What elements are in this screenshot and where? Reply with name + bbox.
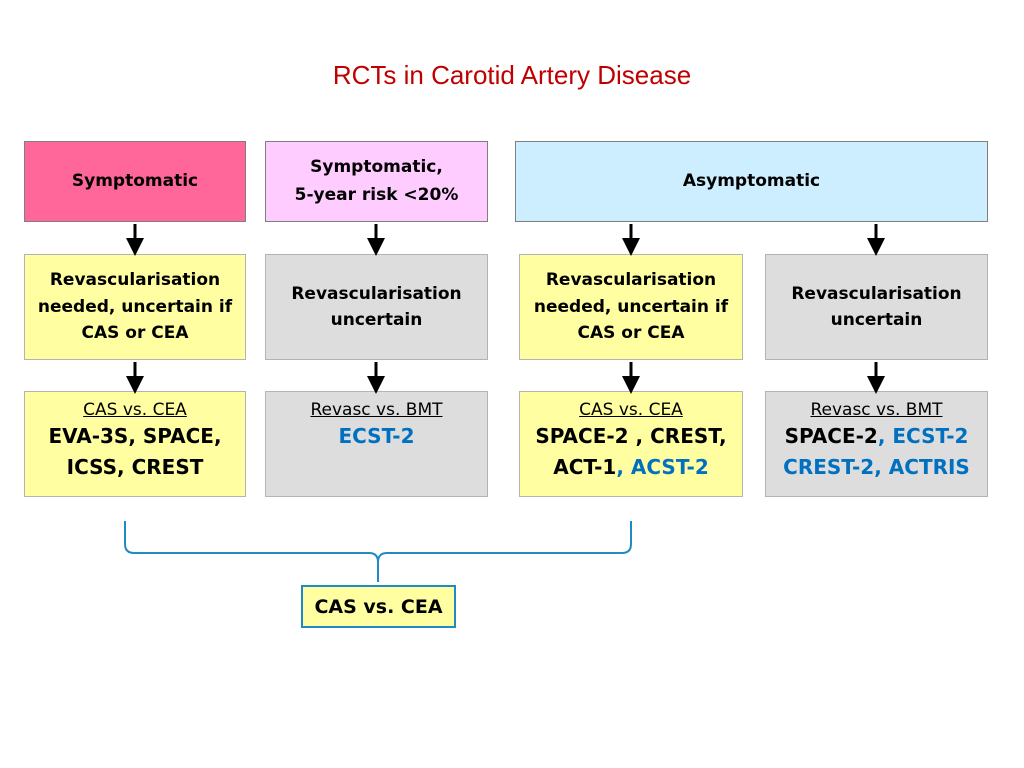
revasc-needed-line1: Revascularisation <box>545 270 717 291</box>
trial-names-line1: EVA-3S, SPACE, <box>48 424 222 449</box>
symptomatic-low-risk-line2: 5-year risk <20% <box>294 184 459 205</box>
trial-names-line1: SPACE-2 , CREST, <box>535 424 727 449</box>
trial-name-act1: ACT-1 <box>553 455 617 480</box>
trial-names-line2: CREST-2, ACTRIS <box>783 455 970 480</box>
curly-brace <box>125 521 631 582</box>
trial-comparison-label: Revasc vs. BMT <box>310 400 443 420</box>
revasc-needed-line3: CAS or CEA <box>81 323 189 344</box>
trial-comparison-label: CAS vs. CEA <box>83 400 187 420</box>
revasc-needed-line1: Revascularisation <box>49 270 221 291</box>
revasc-uncertain-line2: uncertain <box>830 310 923 330</box>
symptomatic-low-risk-line1: Symptomatic, <box>310 157 443 178</box>
trial-name-ecst2: , ECST-2 <box>877 424 969 449</box>
revasc-uncertain-line1: Revascularisation <box>291 283 462 304</box>
conclusion-box: CAS vs. CEA <box>301 585 456 628</box>
revasc-uncertain-line1: Revascularisation <box>791 283 962 304</box>
asymptomatic-label: Asymptomatic <box>682 171 821 192</box>
trial-name-space2: SPACE-2 <box>784 424 878 449</box>
trial-names-line2: ICSS, CREST <box>66 455 204 480</box>
revasc-uncertain-line2: uncertain <box>330 310 423 330</box>
trial-name-acst2: , ACST-2 <box>616 455 709 480</box>
revasc-needed-line2: needed, uncertain if <box>37 296 233 317</box>
trial-names-line1: ECST-2 <box>338 424 415 449</box>
page-title: RCTs in Carotid Artery Disease <box>332 60 692 90</box>
trial-comparison-label: CAS vs. CEA <box>579 400 683 420</box>
trial-comparison-label: Revasc vs. BMT <box>810 400 943 420</box>
symptomatic-label: Symptomatic <box>71 171 199 192</box>
revasc-needed-line2: needed, uncertain if <box>533 296 729 317</box>
revasc-needed-line3: CAS or CEA <box>577 323 685 344</box>
